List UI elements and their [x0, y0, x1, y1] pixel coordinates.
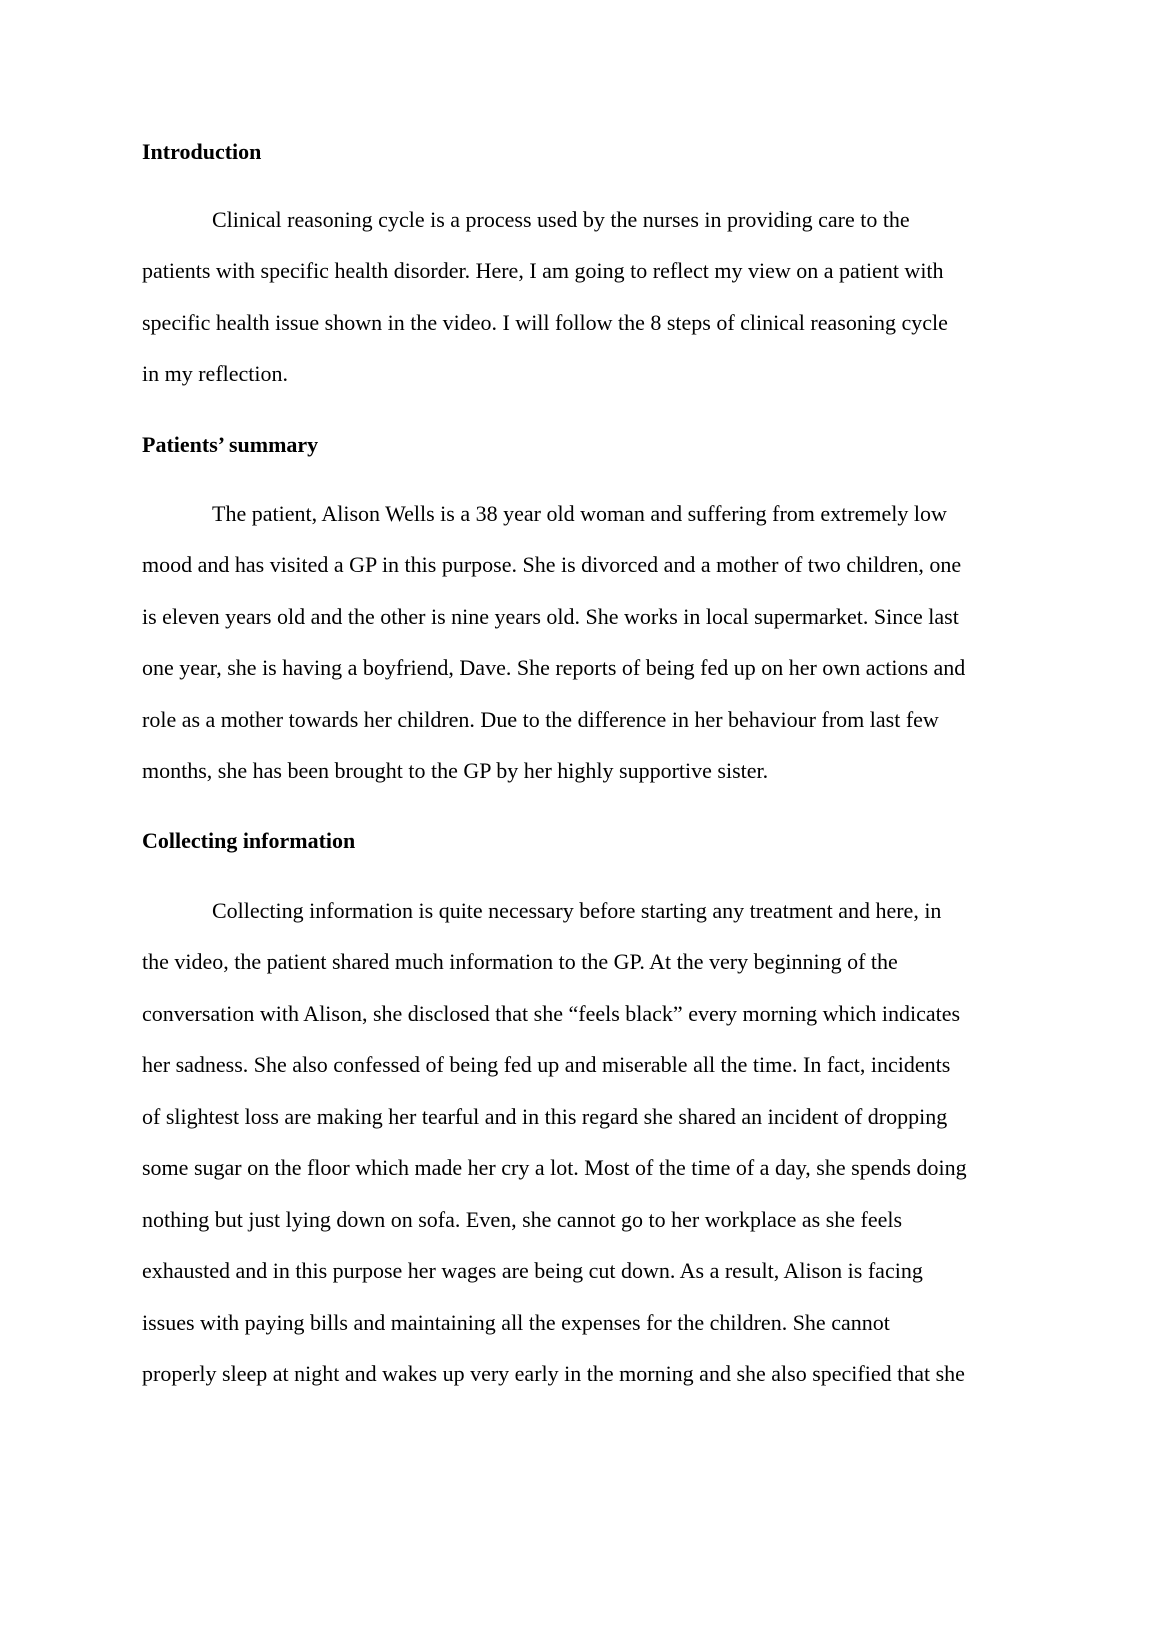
paragraph-line: one year, she is having a boyfriend, Dave. She reports of being fed up on her own actions and	[142, 655, 966, 680]
paragraph-line: in my reflection.	[142, 361, 289, 386]
paragraph-line: issues with paying bills and maintaining all the expenses for the children. She cannot	[142, 1310, 890, 1335]
paragraph-line: the video, the patient shared much information to the GP. At the very beginning of the	[142, 949, 898, 974]
paragraph-line: of slightest loss are making her tearful and in this regard she shared an incident of dropping	[142, 1104, 948, 1129]
paragraph-line: patients with specific health disorder. Here, I am going to reflect my view on a patient with	[142, 258, 944, 283]
paragraph-line: months, she has been brought to the GP by her highly supportive sister.	[142, 758, 769, 783]
paragraph-line: Collecting information is quite necessary before starting any treatment and here, in	[212, 898, 942, 923]
paragraph-line: The patient, Alison Wells is a 38 year old woman and suffering from extremely low	[212, 501, 947, 526]
paragraph-line: Clinical reasoning cycle is a process used by the nurses in providing care to the	[212, 207, 910, 232]
section-heading-patients-summary: Patients’ summary	[142, 432, 319, 457]
paragraph-line: exhausted and in this purpose her wages are being cut down. As a result, Alison is facing	[142, 1258, 923, 1283]
paragraph-line: specific health issue shown in the video. I will follow the 8 steps of clinical reasoning cycle	[142, 310, 948, 335]
paragraph-line: nothing but just lying down on sofa. Even, she cannot go to her workplace as she feels	[142, 1207, 903, 1232]
paragraph-line: conversation with Alison, she disclosed that she “feels black” every morning which indicates	[142, 1001, 961, 1026]
paragraph-line: properly sleep at night and wakes up very early in the morning and she also specified that she	[142, 1361, 965, 1386]
section-heading-introduction: Introduction	[142, 139, 262, 164]
paragraph-line: some sugar on the floor which made her cry a lot. Most of the time of a day, she spends doing	[142, 1155, 967, 1180]
paragraph-line: mood and has visited a GP in this purpose. She is divorced and a mother of two children, one	[142, 552, 962, 577]
paragraph-line: role as a mother towards her children. Due to the difference in her behaviour from last few	[142, 707, 939, 732]
paragraph-line: is eleven years old and the other is nine years old. She works in local supermarket. Since last	[142, 604, 959, 629]
paragraph-line: her sadness. She also confessed of being fed up and miserable all the time. In fact, incidents	[142, 1052, 951, 1077]
section-heading-collecting-information: Collecting information	[142, 828, 356, 853]
